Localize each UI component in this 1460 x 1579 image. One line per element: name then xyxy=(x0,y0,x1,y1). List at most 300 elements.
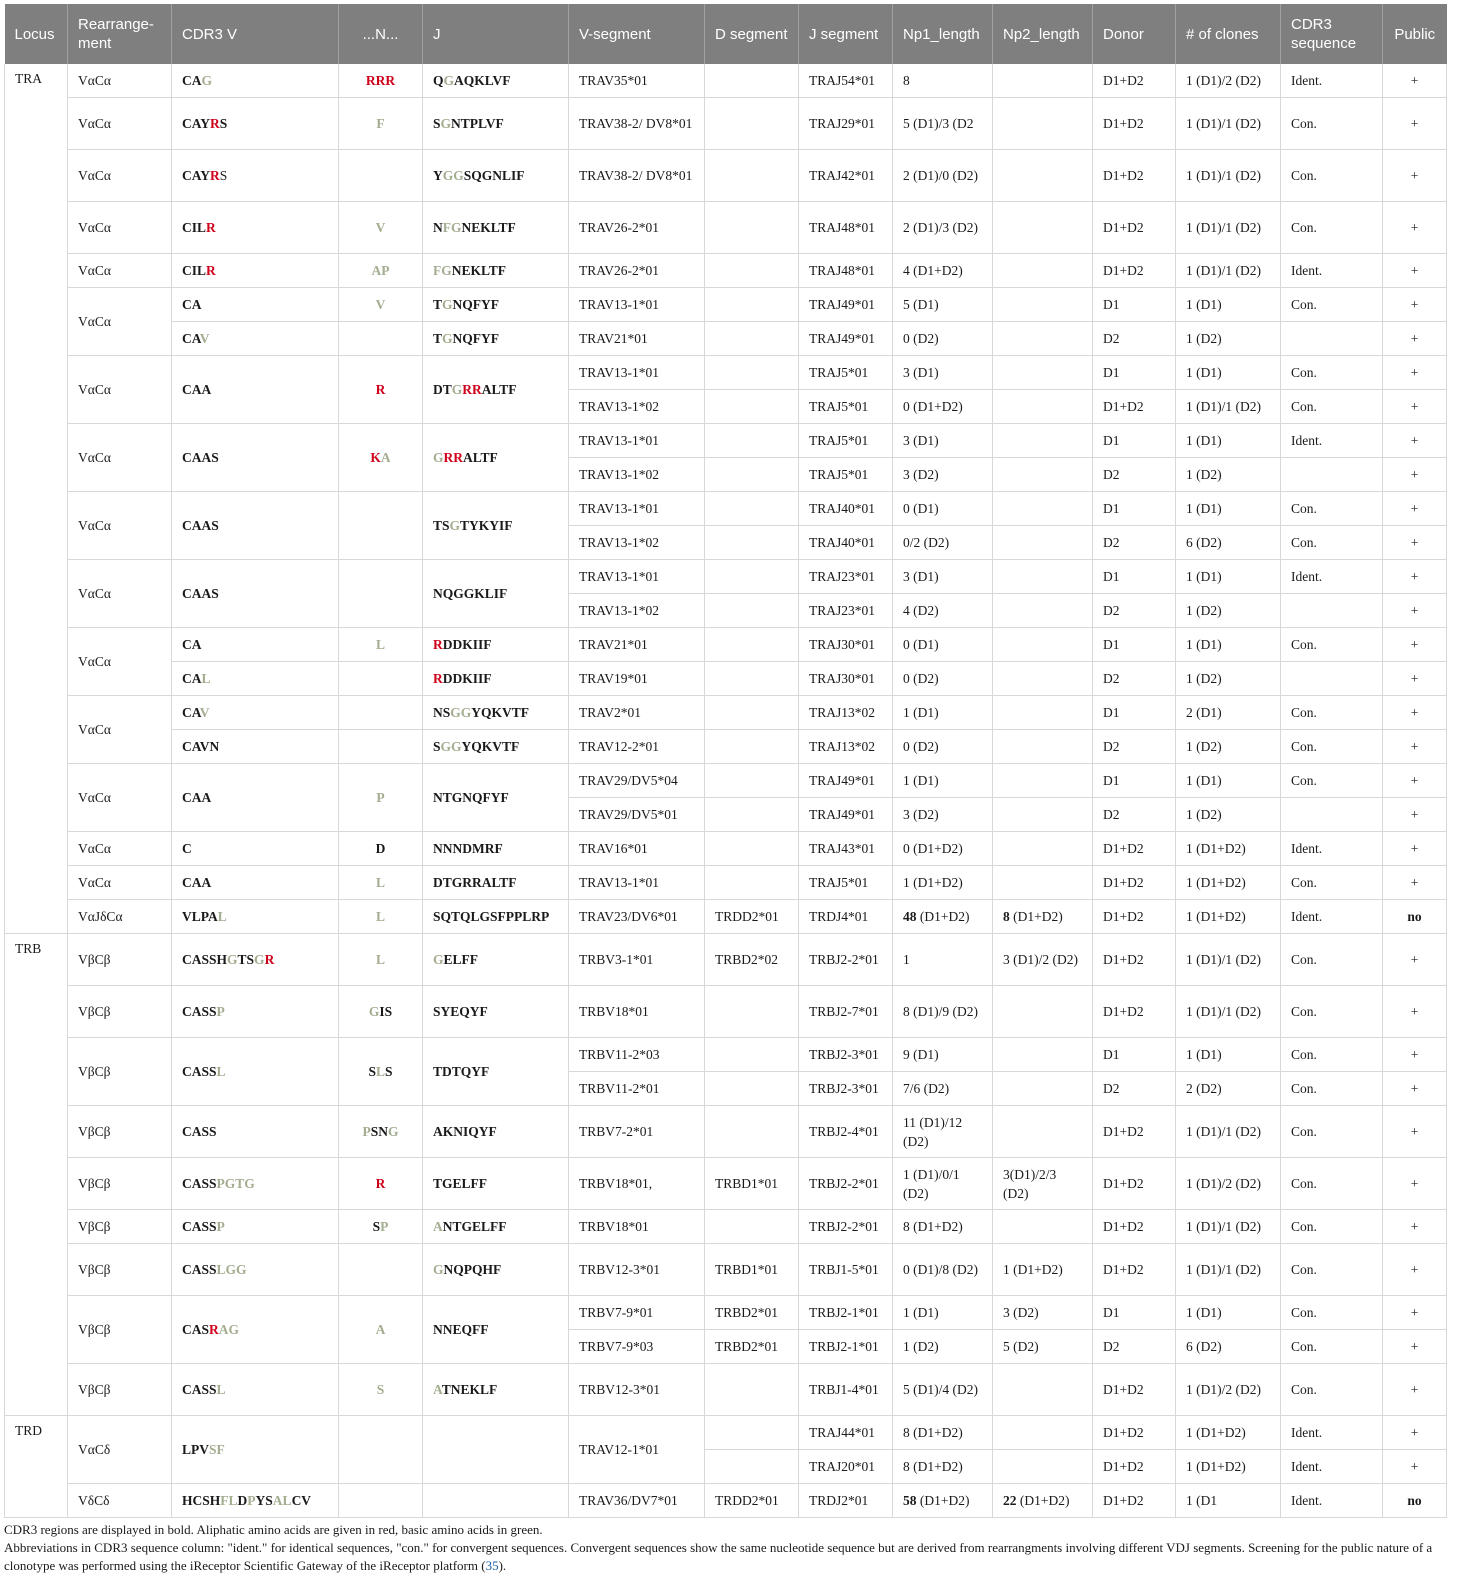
donor-cell: D1 xyxy=(1093,1038,1176,1072)
rearrangement-cell: VβCβ xyxy=(68,1210,172,1244)
table-row xyxy=(5,64,1447,98)
d-segment-cell xyxy=(705,150,799,202)
j-region-cell: FGNEKLTF xyxy=(423,254,569,288)
np1-length-cell: 8 (D1)/9 (D2) xyxy=(893,986,993,1038)
np2-length-cell xyxy=(993,628,1093,662)
public-cell: + xyxy=(1383,1330,1447,1364)
rearrangement-cell: VαCα xyxy=(68,254,172,288)
d-segment-cell xyxy=(705,764,799,798)
cdr3-v-cell: HCSHFLDPYSALCV xyxy=(172,1484,339,1518)
public-cell: + xyxy=(1383,254,1447,288)
v-segment-cell: TRBV18*01 xyxy=(569,986,705,1038)
v-segment-cell: TRBV11-2*01 xyxy=(569,1072,705,1106)
cdr3-v-cell: CILR xyxy=(172,254,339,288)
donor-cell: D1+D2 xyxy=(1093,1158,1176,1210)
table-container xyxy=(4,4,1456,1575)
np2-length-cell xyxy=(993,526,1093,560)
d-segment-cell xyxy=(705,560,799,594)
np1-length-cell: 2 (D1)/0 (D2) xyxy=(893,150,993,202)
table-row xyxy=(5,1296,1447,1330)
j-region-cell: TDTQYF xyxy=(423,1038,569,1106)
j-segment-cell: TRDJ4*01 xyxy=(799,900,893,934)
j-segment-cell: TRAJ40*01 xyxy=(799,526,893,560)
j-region-cell: DTGRRALTF xyxy=(423,356,569,424)
cdr3-sequence-cell: Con. xyxy=(1281,1330,1383,1364)
np2-length-cell xyxy=(993,458,1093,492)
rearrangement-cell: VαJδCα xyxy=(68,900,172,934)
cdr3-sequence-cell: Con. xyxy=(1281,390,1383,424)
n-region-cell xyxy=(339,1416,423,1484)
d-segment-cell xyxy=(705,254,799,288)
np2-length-cell: 5 (D2) xyxy=(993,1330,1093,1364)
public-cell: + xyxy=(1383,1210,1447,1244)
table-row xyxy=(5,1210,1447,1244)
public-cell: + xyxy=(1383,1106,1447,1158)
clones-cell: 2 (D1) xyxy=(1176,696,1281,730)
table-row xyxy=(5,662,1447,696)
donor-cell: D1+D2 xyxy=(1093,98,1176,150)
clones-cell: 1 (D1) xyxy=(1176,288,1281,322)
cdr3-sequence-cell: Ident. xyxy=(1281,560,1383,594)
v-segment-cell: TRAV38-2/ DV8*01 xyxy=(569,150,705,202)
footnote-1: CDR3 regions are displayed in bold. Aliphatic amino acids are given in red, basic amino acids in green. xyxy=(4,1522,543,1537)
rearrangement-cell: VαCα xyxy=(68,866,172,900)
n-region-cell: D xyxy=(339,832,423,866)
v-segment-cell: TRBV18*01, xyxy=(569,1158,705,1210)
np1-length-suffix: (D1+D2) xyxy=(916,1493,970,1508)
public-cell: + xyxy=(1383,1296,1447,1330)
donor-cell: D2 xyxy=(1093,458,1176,492)
np2-length-cell xyxy=(993,866,1093,900)
public-cell: + xyxy=(1383,526,1447,560)
j-region-cell: NNNDMRF xyxy=(423,832,569,866)
cdr3-sequence-cell: Con. xyxy=(1281,1038,1383,1072)
np1-length-cell: 1 (D2) xyxy=(893,1330,993,1364)
cdr3-sequence-cell: Con. xyxy=(1281,730,1383,764)
np2-length-cell xyxy=(993,322,1093,356)
cdr3-v-cell: CAV xyxy=(172,696,339,730)
donor-cell: D1+D2 xyxy=(1093,64,1176,98)
cdr3-v-cell: CAYRS xyxy=(172,98,339,150)
n-region-cell xyxy=(339,696,423,730)
public-cell: + xyxy=(1383,288,1447,322)
cdr3-v-cell: CAG xyxy=(172,64,339,98)
donor-cell: D1+D2 xyxy=(1093,1106,1176,1158)
donor-cell: D1+D2 xyxy=(1093,390,1176,424)
reference-link[interactable]: 35 xyxy=(485,1558,499,1573)
v-segment-cell: TRAV29/DV5*01 xyxy=(569,798,705,832)
cdr3-sequence-cell xyxy=(1281,594,1383,628)
np1-length-cell: 8 (D1+D2) xyxy=(893,1210,993,1244)
j-region-cell: TGELFF xyxy=(423,1158,569,1210)
donor-cell: D1 xyxy=(1093,696,1176,730)
clones-cell: 1 (D1) xyxy=(1176,1038,1281,1072)
d-segment-cell xyxy=(705,202,799,254)
n-region-cell: SLS xyxy=(339,1038,423,1106)
j-region-cell: RDDKIIF xyxy=(423,662,569,696)
np1-length-cell: 3 (D1) xyxy=(893,424,993,458)
header-cdr3-sequence: CDR3 sequence xyxy=(1281,4,1383,64)
cdr3-v-cell: VLPAL xyxy=(172,900,339,934)
rearrangement-cell: VαCδ xyxy=(68,1416,172,1484)
cdr3-sequence-cell: Con. xyxy=(1281,1244,1383,1296)
clones-cell: 1 (D1) xyxy=(1176,560,1281,594)
j-segment-cell: TRAJ48*01 xyxy=(799,202,893,254)
np2-length-cell xyxy=(993,832,1093,866)
table-row xyxy=(5,696,1447,730)
n-region-cell: R xyxy=(339,1158,423,1210)
donor-cell: D1 xyxy=(1093,628,1176,662)
d-segment-cell xyxy=(705,628,799,662)
np1-length-cell: 3 (D1) xyxy=(893,560,993,594)
j-segment-cell: TRAJ23*01 xyxy=(799,594,893,628)
header-n: ...N... xyxy=(339,4,423,64)
clones-cell: 1 (D2) xyxy=(1176,798,1281,832)
j-segment-cell: TRBJ2-7*01 xyxy=(799,986,893,1038)
clones-cell: 1 (D1+D2) xyxy=(1176,832,1281,866)
header-clones: # of clones xyxy=(1176,4,1281,64)
table-row xyxy=(5,492,1447,526)
d-segment-cell: TRBD1*01 xyxy=(705,1158,799,1210)
d-segment-cell xyxy=(705,64,799,98)
n-region-cell: V xyxy=(339,202,423,254)
n-region-cell xyxy=(339,662,423,696)
rearrangement-cell: VδCδ xyxy=(68,1484,172,1518)
j-segment-cell: TRAJ20*01 xyxy=(799,1450,893,1484)
d-segment-cell xyxy=(705,1072,799,1106)
clones-cell: 1 (D1+D2) xyxy=(1176,866,1281,900)
clones-cell: 1 (D1)/1 (D2) xyxy=(1176,202,1281,254)
table-row xyxy=(5,1484,1447,1518)
d-segment-cell xyxy=(705,424,799,458)
d-segment-cell xyxy=(705,696,799,730)
np1-length-cell: 4 (D2) xyxy=(893,594,993,628)
j-region-cell xyxy=(423,1484,569,1518)
np1-length-cell: 11 (D1)/12 (D2) xyxy=(893,1106,993,1158)
np2-length-bold: 22 xyxy=(1003,1493,1017,1508)
public-cell: + xyxy=(1383,1244,1447,1296)
header-rearrangement: Rearrange- ment xyxy=(68,4,172,64)
v-segment-cell: TRAV12-1*01 xyxy=(569,1416,705,1484)
donor-cell: D2 xyxy=(1093,526,1176,560)
header-row xyxy=(5,4,1447,64)
public-cell: + xyxy=(1383,492,1447,526)
cdr3-v-cell: CA xyxy=(172,628,339,662)
donor-cell: D1+D2 xyxy=(1093,1364,1176,1416)
public-cell: + xyxy=(1383,594,1447,628)
public-cell: + xyxy=(1383,662,1447,696)
n-region-cell: V xyxy=(339,288,423,322)
np2-length-cell xyxy=(993,662,1093,696)
d-segment-cell: TRDD2*01 xyxy=(705,1484,799,1518)
np1-length-cell: 1 (D1) xyxy=(893,1296,993,1330)
j-segment-cell: TRAJ29*01 xyxy=(799,98,893,150)
donor-cell: D1 xyxy=(1093,1296,1176,1330)
cdr3-v-cell: CASSL xyxy=(172,1038,339,1106)
cdr3-sequence-cell xyxy=(1281,662,1383,696)
clones-cell: 1 (D1)/2 (D2) xyxy=(1176,64,1281,98)
d-segment-cell xyxy=(705,322,799,356)
d-segment-cell xyxy=(705,458,799,492)
cdr3-v-cell: CAA xyxy=(172,866,339,900)
public-cell: no xyxy=(1383,1484,1447,1518)
header-np1-length: Np1_length xyxy=(893,4,993,64)
public-cell: + xyxy=(1383,866,1447,900)
clones-cell: 1 (D2) xyxy=(1176,662,1281,696)
donor-cell: D2 xyxy=(1093,1072,1176,1106)
v-segment-cell: TRAV13-1*01 xyxy=(569,356,705,390)
donor-cell: D1 xyxy=(1093,424,1176,458)
d-segment-cell xyxy=(705,1038,799,1072)
np2-length-cell xyxy=(993,730,1093,764)
public-cell: + xyxy=(1383,150,1447,202)
clones-cell: 1 (D2) xyxy=(1176,730,1281,764)
v-segment-cell: TRBV7-9*01 xyxy=(569,1296,705,1330)
table-row xyxy=(5,934,1447,986)
public-cell: + xyxy=(1383,696,1447,730)
d-segment-cell xyxy=(705,390,799,424)
header-donor: Donor xyxy=(1093,4,1176,64)
public-cell: + xyxy=(1383,798,1447,832)
n-region-cell xyxy=(339,322,423,356)
np1-length-cell: 8 xyxy=(893,64,993,98)
locus-cell: TRA xyxy=(5,64,68,934)
table-row xyxy=(5,900,1447,934)
clones-cell: 6 (D2) xyxy=(1176,1330,1281,1364)
n-region-cell: R xyxy=(339,356,423,424)
public-cell: + xyxy=(1383,560,1447,594)
rearrangement-cell: VαCα xyxy=(68,560,172,628)
j-region-cell: NQGGKLIF xyxy=(423,560,569,628)
cdr3-sequence-cell: Ident. xyxy=(1281,254,1383,288)
donor-cell: D1 xyxy=(1093,560,1176,594)
donor-cell: D2 xyxy=(1093,594,1176,628)
cdr3-v-cell: CASSP xyxy=(172,986,339,1038)
np2-length-cell xyxy=(993,798,1093,832)
np2-length-cell xyxy=(993,560,1093,594)
np1-length-cell: 5 (D1)/4 (D2) xyxy=(893,1364,993,1416)
j-region-cell: SYEQYF xyxy=(423,986,569,1038)
np1-length-cell: 0/2 (D2) xyxy=(893,526,993,560)
donor-cell: D2 xyxy=(1093,662,1176,696)
np2-length-cell xyxy=(993,288,1093,322)
rearrangement-cell: VαCα xyxy=(68,696,172,764)
public-cell: + xyxy=(1383,832,1447,866)
d-segment-cell xyxy=(705,730,799,764)
donor-cell: D1 xyxy=(1093,492,1176,526)
np1-length-cell: 0 (D1+D2) xyxy=(893,832,993,866)
cdr3-sequence-cell: Con. xyxy=(1281,1364,1383,1416)
clones-cell: 1 (D2) xyxy=(1176,458,1281,492)
table-row xyxy=(5,1244,1447,1296)
v-segment-cell: TRAV36/DV7*01 xyxy=(569,1484,705,1518)
clones-cell: 1 (D2) xyxy=(1176,322,1281,356)
cdr3-v-cell: CASSLGG xyxy=(172,1244,339,1296)
v-segment-cell: TRBV18*01 xyxy=(569,1210,705,1244)
header-public: Public xyxy=(1383,4,1447,64)
d-segment-cell xyxy=(705,798,799,832)
np2-length-cell: 1 (D1+D2) xyxy=(993,1244,1093,1296)
cdr3-sequence-cell: Ident. xyxy=(1281,64,1383,98)
donor-cell: D1 xyxy=(1093,288,1176,322)
n-region-cell: PSNG xyxy=(339,1106,423,1158)
public-cell: + xyxy=(1383,322,1447,356)
public-cell: + xyxy=(1383,628,1447,662)
n-region-cell: L xyxy=(339,900,423,934)
n-region-cell xyxy=(339,492,423,560)
public-cell: + xyxy=(1383,390,1447,424)
j-segment-cell: TRAJ5*01 xyxy=(799,866,893,900)
cdr3-v-cell: LPVSF xyxy=(172,1416,339,1484)
np1-length-suffix: (D1+D2) xyxy=(916,909,970,924)
cdr3-v-cell: CILR xyxy=(172,202,339,254)
np2-length-cell xyxy=(993,254,1093,288)
rearrangement-cell: VαCα xyxy=(68,492,172,560)
np1-length-cell: 1 (D1) xyxy=(893,764,993,798)
np2-length-cell xyxy=(993,424,1093,458)
public-cell: + xyxy=(1383,1158,1447,1210)
v-segment-cell: TRAV21*01 xyxy=(569,322,705,356)
clones-cell: 1 (D1)/1 (D2) xyxy=(1176,986,1281,1038)
cdr3-v-cell: CAA xyxy=(172,356,339,424)
table-row xyxy=(5,322,1447,356)
table-row xyxy=(5,1038,1447,1072)
j-segment-cell: TRAJ5*01 xyxy=(799,390,893,424)
cdr3-sequence-cell: Con. xyxy=(1281,288,1383,322)
table-row xyxy=(5,764,1447,798)
np2-length-cell: 3 (D1)/2 (D2) xyxy=(993,934,1093,986)
j-segment-cell: TRAJ5*01 xyxy=(799,458,893,492)
cdr3-v-cell: CAAS xyxy=(172,492,339,560)
j-segment-cell: TRAJ49*01 xyxy=(799,288,893,322)
donor-cell: D1 xyxy=(1093,356,1176,390)
np2-length-cell xyxy=(993,1038,1093,1072)
d-segment-cell xyxy=(705,526,799,560)
j-segment-cell: TRAJ13*02 xyxy=(799,730,893,764)
v-segment-cell: TRAV29/DV5*04 xyxy=(569,764,705,798)
clones-cell: 1 (D1) xyxy=(1176,1296,1281,1330)
np2-length-cell xyxy=(993,764,1093,798)
n-region-cell xyxy=(339,150,423,202)
donor-cell: D1+D2 xyxy=(1093,934,1176,986)
np2-length-cell xyxy=(993,1072,1093,1106)
j-segment-cell: TRAJ40*01 xyxy=(799,492,893,526)
rearrangement-cell: VαCα xyxy=(68,356,172,424)
public-cell: + xyxy=(1383,764,1447,798)
j-region-cell: ATNEKLF xyxy=(423,1364,569,1416)
j-region-cell: YGGSQGNLIF xyxy=(423,150,569,202)
np2-length-cell xyxy=(993,900,1093,934)
public-cell: + xyxy=(1383,356,1447,390)
header-j-segment: J segment xyxy=(799,4,893,64)
np1-length-cell: 2 (D1)/3 (D2) xyxy=(893,202,993,254)
d-segment-cell: TRBD2*01 xyxy=(705,1296,799,1330)
v-segment-cell: TRAV26-2*01 xyxy=(569,254,705,288)
np2-length-cell xyxy=(993,150,1093,202)
donor-cell: D1+D2 xyxy=(1093,866,1176,900)
d-segment-cell xyxy=(705,1416,799,1450)
donor-cell: D1+D2 xyxy=(1093,1450,1176,1484)
n-region-cell xyxy=(339,1484,423,1518)
rearrangement-cell: VαCα xyxy=(68,98,172,150)
n-region-cell xyxy=(339,730,423,764)
header-d-segment: D segment xyxy=(705,4,799,64)
j-segment-cell: TRBJ2-3*01 xyxy=(799,1038,893,1072)
np2-length-cell xyxy=(993,1364,1093,1416)
np1-length-cell xyxy=(893,1484,993,1518)
donor-cell: D1+D2 xyxy=(1093,1416,1176,1450)
cdr3-sequence-cell: Con. xyxy=(1281,1158,1383,1210)
j-region-cell: DTGRRALTF xyxy=(423,866,569,900)
cdr3-v-cell: CASS xyxy=(172,1106,339,1158)
clones-cell: 1 (D1) xyxy=(1176,424,1281,458)
j-region-cell: GRRALTF xyxy=(423,424,569,492)
np1-length-cell: 0 (D2) xyxy=(893,662,993,696)
table-row xyxy=(5,202,1447,254)
n-region-cell: L xyxy=(339,866,423,900)
n-region-cell xyxy=(339,560,423,628)
locus-cell: TRD xyxy=(5,1416,68,1518)
locus-cell: TRB xyxy=(5,934,68,1416)
public-cell: no xyxy=(1383,900,1447,934)
donor-cell: D1+D2 xyxy=(1093,832,1176,866)
j-region-cell: NNEQFF xyxy=(423,1296,569,1364)
cdr3-v-cell: CAA xyxy=(172,764,339,832)
public-cell: + xyxy=(1383,1450,1447,1484)
public-cell: + xyxy=(1383,98,1447,150)
cdr3-sequence-cell: Ident. xyxy=(1281,424,1383,458)
footnote-2: Abbreviations in CDR3 sequence column: "ident." for identical sequences, "con." for convergent sequences. Convergent sequences show the same nucleotide sequence but are derived from rearrangments involving different VDJ segments. Screening for the public nature of a clonotype was performed using the iReceptor Scientific Gateway of the iReceptor platform (35). xyxy=(4,1540,1433,1573)
j-segment-cell: TRAJ48*01 xyxy=(799,254,893,288)
clones-cell: 1 (D1)/1 (D2) xyxy=(1176,150,1281,202)
j-region-cell: NFGNEKLTF xyxy=(423,202,569,254)
table-row xyxy=(5,98,1447,150)
n-region-cell: S xyxy=(339,1364,423,1416)
rearrangement-cell: VβCβ xyxy=(68,1364,172,1416)
j-segment-cell: TRAJ13*02 xyxy=(799,696,893,730)
np2-length-cell xyxy=(993,1106,1093,1158)
j-segment-cell: TRAJ49*01 xyxy=(799,798,893,832)
np2-length-cell xyxy=(993,1484,1093,1518)
np1-length-cell: 3 (D2) xyxy=(893,798,993,832)
cdr3-sequence-cell: Con. xyxy=(1281,1210,1383,1244)
v-segment-cell: TRAV21*01 xyxy=(569,628,705,662)
j-segment-cell: TRAJ54*01 xyxy=(799,64,893,98)
np2-length-bold: 8 xyxy=(1003,909,1010,924)
j-region-cell: NSGGYQKVTF xyxy=(423,696,569,730)
j-region-cell: ANTGELFF xyxy=(423,1210,569,1244)
j-region-cell: GELFF xyxy=(423,934,569,986)
v-segment-cell: TRAV13-1*01 xyxy=(569,288,705,322)
np1-length-cell: 1 (D1+D2) xyxy=(893,866,993,900)
table-row xyxy=(5,832,1447,866)
j-region-cell: SQTQLGSFPPLRP xyxy=(423,900,569,934)
clones-cell: 1 (D1)/1 (D2) xyxy=(1176,98,1281,150)
j-region-cell: QGAQKLVF xyxy=(423,64,569,98)
np1-length-cell: 4 (D1+D2) xyxy=(893,254,993,288)
n-region-cell: SP xyxy=(339,1210,423,1244)
cdr3-sequence-cell: Ident. xyxy=(1281,1484,1383,1518)
header-locus: Locus xyxy=(5,4,68,64)
table-row xyxy=(5,560,1447,594)
clones-cell: 1 (D1) xyxy=(1176,492,1281,526)
np1-length-cell: 0 (D1)/8 (D2) xyxy=(893,1244,993,1296)
cdr3-sequence-cell: Con. xyxy=(1281,1072,1383,1106)
table-row xyxy=(5,288,1447,322)
j-region-cell: SGGYQKVTF xyxy=(423,730,569,764)
rearrangement-cell: VβCβ xyxy=(68,1038,172,1106)
public-cell: + xyxy=(1383,1364,1447,1416)
